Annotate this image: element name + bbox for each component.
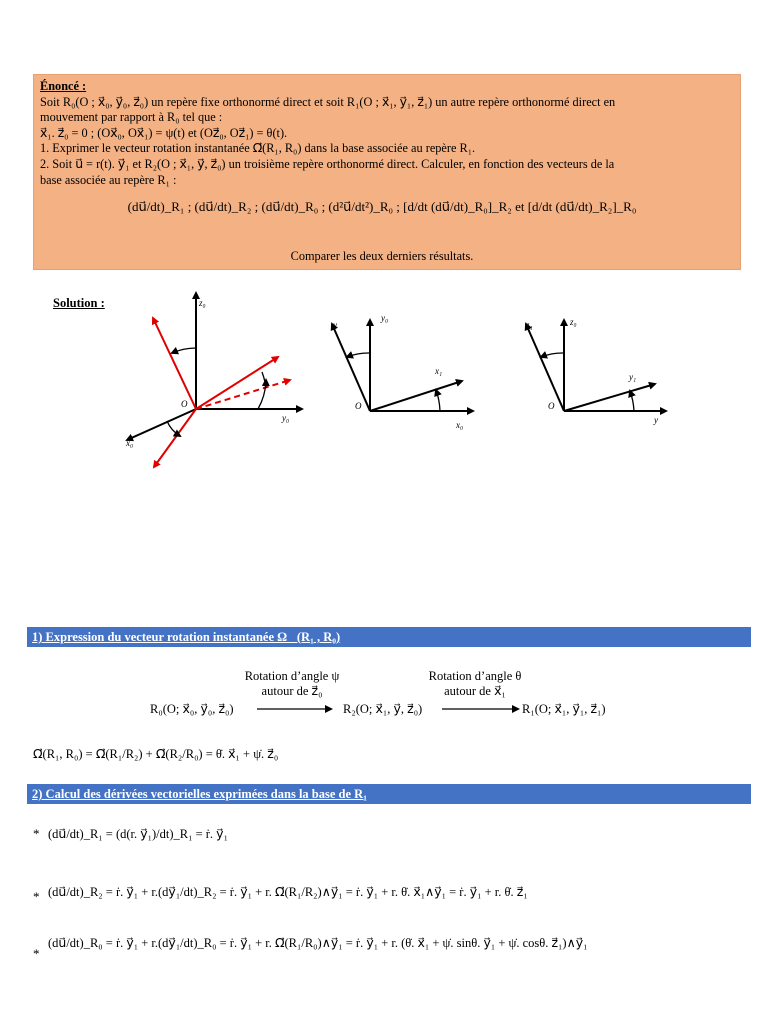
enonce-line-3: x⃗₁. z⃗₀ = 0 ; (Ox⃗₀, Ox⃗₁) = ψ(t) et (Oz⃗₀, Oz⃗₁) = θ(t). — [40, 125, 288, 140]
theta-angle-arc — [172, 348, 196, 353]
derivative-r0-equation: (du⃗/dt)_R₀ = ṙ. y⃗₁ + r.(dy⃗₁/dt)_R₀ = ṙ. y⃗₁ + r. Ω⃗(R₁/R₀)∧y⃗₁ = ṙ. y⃗₁ + r. (θ̇. x⃗₁ + ψ̇. sinθ. y⃗₁ + ψ̇. cosθ. z⃗₁)∧y⃗₁ — [48, 936, 588, 950]
bullet-1: * — [33, 826, 40, 841]
origin-label: O — [181, 399, 188, 409]
rotation-psi-title: Rotation d’angle ψ — [244, 669, 340, 683]
compare-instruction: Comparer les deux derniers résultats. — [290, 249, 474, 263]
figure-rotation-theta — [525, 317, 666, 425]
question-2: 2. Soit u⃗ = r(t). y⃗₁ et R₂(O ; x⃗₁, y⃗, z⃗₀) un troisième repère orthonormé direct. Calculer, en fonction des vecteurs de la — [40, 156, 615, 171]
transition-arrow-2 — [440, 703, 522, 715]
rotation-figures — [0, 0, 768, 470]
rotation-theta-label — [415, 669, 535, 699]
question-2-continued: base associée au repère R₁ : — [40, 172, 177, 187]
z0-label: z₀ — [199, 298, 206, 308]
y-label: y — [654, 415, 658, 425]
derivative-r2-equation: (du⃗/dt)_R₂ = ṙ. y⃗₁ + r.(dy⃗₁/dt)_R₂ = ṙ. y⃗₁ + r. Ω⃗(R₁/R₂)∧y⃗₁ = ṙ. y⃗₁ + r. θ̇. x⃗₁∧y⃗₁ = ṙ. y⃗₁ + r. θ̇. z⃗₁ — [48, 885, 528, 899]
section-1-heading: 1) Expression du vecteur rotation instantanée Ω⃗(R₁ , R₀) — [27, 627, 751, 647]
rotation-theta-axis: autour de x⃗₁ — [444, 684, 506, 698]
y-label: y — [333, 320, 337, 330]
z1-label: z₁ — [526, 320, 533, 330]
enonce-line-2: mouvement par rapport à R₀ tel que : — [40, 110, 223, 125]
rotation-psi-axis: autour de z⃗₀ — [261, 684, 323, 698]
enonce-line-1: Soit R₀(O ; x⃗₀, y⃗₀, z⃗₀) un repère fixe orthonormé direct et soit R₁(O ; x⃗₁, y⃗₁, z⃗₁) un autre repère orthonormé direct en — [40, 94, 616, 109]
theta-angle-arc — [541, 353, 564, 357]
y-axis-dashed — [196, 380, 290, 409]
rotation-theta-title: Rotation d’angle θ — [428, 669, 522, 683]
figure-rotation-psi — [332, 313, 473, 430]
solution-label: Solution : — [53, 296, 105, 310]
x0-label: x₀ — [456, 420, 464, 430]
y-axis — [332, 324, 370, 411]
y1-label: y₁ — [629, 372, 637, 382]
rotation-psi-label — [232, 669, 352, 699]
derivative-r1-equation: (du⃗/dt)_R₁ = (d(r. y⃗₁)/dt)_R₁ = ṙ. y⃗₁ — [48, 827, 228, 841]
y0-label: y₀ — [282, 413, 290, 423]
derivative-formulas: (du⃗/dt)_R₁ ; (du⃗/dt)_R₂ ; (du⃗/dt)_R₀ ; (d²u⃗/dt²)_R₀ ; [d/dt (du⃗/dt)_R₀]_R₂ et [d/dt (du⃗/dt)_R₂]_R₀ — [127, 199, 637, 214]
enonce-title: Énoncé : — [40, 79, 87, 93]
bullet-2: * — [33, 889, 40, 904]
x1-axis — [370, 381, 462, 411]
figure-3d-frames — [125, 293, 302, 467]
bullet-3: * — [33, 946, 40, 961]
origin-label: O — [548, 401, 555, 411]
x1-label: x₁ — [435, 366, 443, 376]
y0-label: y₀ — [381, 313, 389, 323]
theta-angle-arc-2 — [630, 391, 634, 411]
frame-r1: R₁(O; x⃗₁, y⃗₁, z⃗₁) — [522, 702, 606, 716]
omega-composition-equation: Ω⃗(R₁, R₀) = Ω⃗(R₁/R₂) + Ω⃗(R₂/R₀) = θ̇. x⃗₁ + ψ̇. z⃗₀ — [33, 747, 279, 761]
psi-angle-arc-2 — [436, 390, 440, 411]
x0-label: x₀ — [126, 438, 134, 448]
psi-angle-arc — [347, 353, 370, 357]
section-2-heading: 2) Calcul des dérivées vectorielles exprimées dans la base de R₁ — [27, 784, 751, 804]
frame-r2: R₂(O; x⃗₁, y⃗, z⃗₀) — [343, 702, 423, 716]
transition-arrow-1 — [255, 703, 335, 715]
z1-axis — [153, 318, 196, 409]
origin-label: O — [355, 401, 362, 411]
question-1: 1. Exprimer le vecteur rotation instantanée Ω⃗(R₁, R₀) dans la base associée au repère R₁. — [40, 141, 476, 156]
z0-label: z₀ — [570, 317, 577, 327]
y1-axis — [564, 384, 655, 411]
z1-axis — [526, 324, 564, 411]
frame-r0: R₀(O; x⃗₀, y⃗₀, z⃗₀) — [150, 702, 234, 716]
